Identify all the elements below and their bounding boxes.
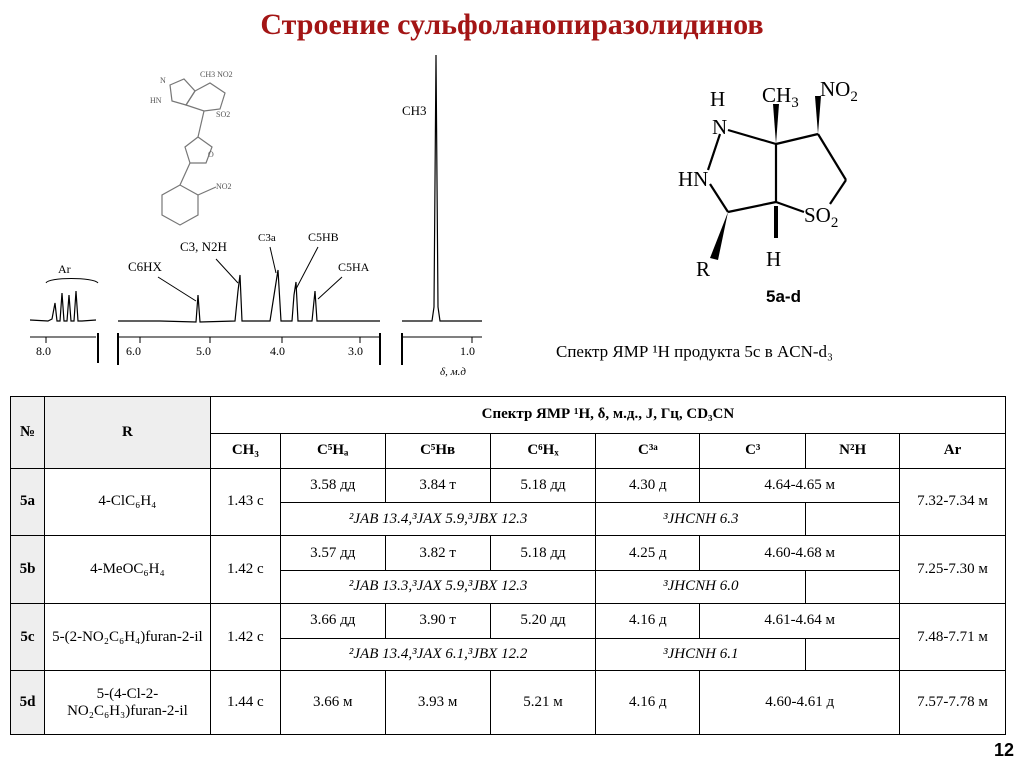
col-n2h: N²H (806, 433, 900, 468)
ar-trace (30, 291, 96, 321)
c5hb-label: C5HB (308, 230, 339, 244)
coupling-constants: ²JAB 13.4,³JAX 6.1,³JBX 12.2 (280, 638, 596, 671)
svg-text:R: R (696, 257, 711, 281)
svg-text:H: H (766, 247, 782, 271)
tick-8-0: 8.0 (36, 344, 51, 358)
empty-cell (806, 638, 900, 671)
c6hx-value: 5.20 дд (490, 603, 596, 638)
c6hx-value: 5.21 м (490, 671, 596, 735)
c5hb-value: 3.84 т (385, 468, 490, 503)
svg-text:SO2: $SO_2$ (804, 203, 839, 231)
tick-3-0: 3.0 (348, 344, 363, 358)
ar-label: Ar (58, 262, 71, 276)
c3a-value: 4.16 д (596, 671, 700, 735)
jhcnh-value: ³JHCNH 6.1 (596, 638, 806, 671)
empty-cell (806, 503, 900, 536)
spectrum-caption: Спектр ЯМР ¹Н продукта 5c в ACN-d₃ (556, 342, 833, 361)
svg-text:NO2: NO2 (216, 182, 232, 191)
header-number: № (11, 397, 45, 469)
ar-value: 7.25-7.30 м (900, 536, 1006, 604)
r-substituent: 5-(4-Cl-2-NO₂C₆H₃)furan-2-il (44, 671, 210, 735)
svg-text:HN: HN (150, 96, 162, 105)
c5ha-value: 3.66 дд (280, 603, 385, 638)
c3-n2h-value: 4.64-4.65 м (700, 468, 900, 503)
nmr-data-table (10, 396, 1006, 735)
c5ha-value: 3.66 м (280, 671, 385, 735)
col-c3: C³ (700, 433, 806, 468)
tick-1-0: 1.0 (460, 344, 475, 358)
svg-text:N: N (712, 115, 728, 139)
col-c3a: C³ᵃ (596, 433, 700, 468)
c6hx-value: 5.18 дд (490, 468, 596, 503)
col-c6hx: C⁶Hₓ (490, 433, 596, 468)
c3-n2h-value: 4.60-4.68 м (700, 536, 900, 571)
ch3-value: 1.44 с (210, 671, 280, 735)
compound-id: 5a (11, 468, 45, 536)
structure-5a-d (640, 62, 890, 312)
col-c5hb: C⁵Hʙ (385, 433, 490, 468)
svg-text:N: N (160, 76, 166, 85)
jhcnh-value: ³JHCNH 6.3 (596, 503, 806, 536)
col-ch3: CH₃ (210, 433, 280, 468)
ch3-value: 1.42 с (210, 536, 280, 604)
header-r: R (44, 397, 210, 469)
c3a-value: 4.30 д (596, 468, 700, 503)
svg-text:NO2: $NO_2$ (820, 77, 858, 105)
svg-text:O: O (208, 150, 214, 159)
c3-n2h-label: C3, N2H (180, 239, 227, 254)
c5hb-value: 3.93 м (385, 671, 490, 735)
c6hx-value: 5.18 дд (490, 536, 596, 571)
c3-n2h-value: 4.60-4.61 д (700, 671, 900, 735)
compound-id: 5d (11, 671, 45, 735)
c5ha-value: 3.57 дд (280, 536, 385, 571)
axis-unit-label: δ, м.д (440, 366, 466, 378)
svg-text:HN: HN (678, 167, 709, 191)
c3a-value: 4.25 д (596, 536, 700, 571)
r-substituent: 5-(2-NO₂C₆H₄)furan-2-il (44, 603, 210, 671)
ch3-value: 1.42 с (210, 603, 280, 671)
col-c5ha: C⁵Hₐ (280, 433, 385, 468)
svg-text:SO2: SO2 (216, 110, 231, 119)
tick-5-0: 5.0 (196, 344, 211, 358)
header-spectrum: Спектр ЯМР ¹Н, δ, м.д., J, Гц, CD₃CN (210, 397, 1005, 434)
compound-id: 5c (11, 603, 45, 671)
ch3-value: 1.43 с (210, 468, 280, 536)
c6hx-label: C6HX (128, 259, 162, 274)
r-substituent: 4-ClC₆H₄ (44, 468, 210, 536)
c3a-value: 4.16 д (596, 603, 700, 638)
c5hb-value: 3.90 т (385, 603, 490, 638)
empty-cell (806, 571, 900, 604)
ar-value: 7.48-7.71 м (900, 603, 1006, 671)
compound-id: 5b (11, 536, 45, 604)
svg-text:CH3: $CH_3$ (762, 83, 799, 111)
c5ha-label: C5HA (338, 260, 370, 274)
ch3-trace (402, 55, 482, 321)
table-row (11, 671, 1006, 735)
coupling-constants: ²JAB 13.4,³JAX 5.9,³JBX 12.3 (280, 503, 596, 536)
table-row (11, 603, 1006, 638)
jhcnh-value: ³JHCNH 6.0 (596, 571, 806, 604)
tick-6-0: 6.0 (126, 344, 141, 358)
table-header-row (11, 397, 1006, 434)
compound-label: 5a-d (766, 287, 801, 306)
ar-value: 7.32-7.34 м (900, 468, 1006, 536)
coupling-constants: ²JAB 13.3,³JAX 5.9,³JBX 12.3 (280, 571, 596, 604)
tick-4-0: 4.0 (270, 344, 285, 358)
c5hb-value: 3.82 т (385, 536, 490, 571)
col-ar: Ar (900, 433, 1006, 468)
table-row (11, 468, 1006, 503)
page-number: 12 (993, 740, 1014, 760)
r-substituent: 4-MeOC₆H₄ (44, 536, 210, 604)
ar-value: 7.57-7.78 м (900, 671, 1006, 735)
svg-text:H: H (710, 87, 726, 111)
svg-text:CH3 NO2: CH3 NO2 (200, 70, 233, 79)
inset-molecule-drawing (162, 79, 225, 225)
c5ha-value: 3.58 дд (280, 468, 385, 503)
table-row (11, 536, 1006, 571)
c3a-label: C3a (258, 232, 276, 244)
nmr-spectrum (20, 45, 490, 385)
ch3-peak-label: CH3 (402, 103, 427, 118)
c3-n2h-value: 4.61-4.64 м (700, 603, 900, 638)
page-title: Строение сульфоланопиразолидинов (260, 8, 764, 41)
